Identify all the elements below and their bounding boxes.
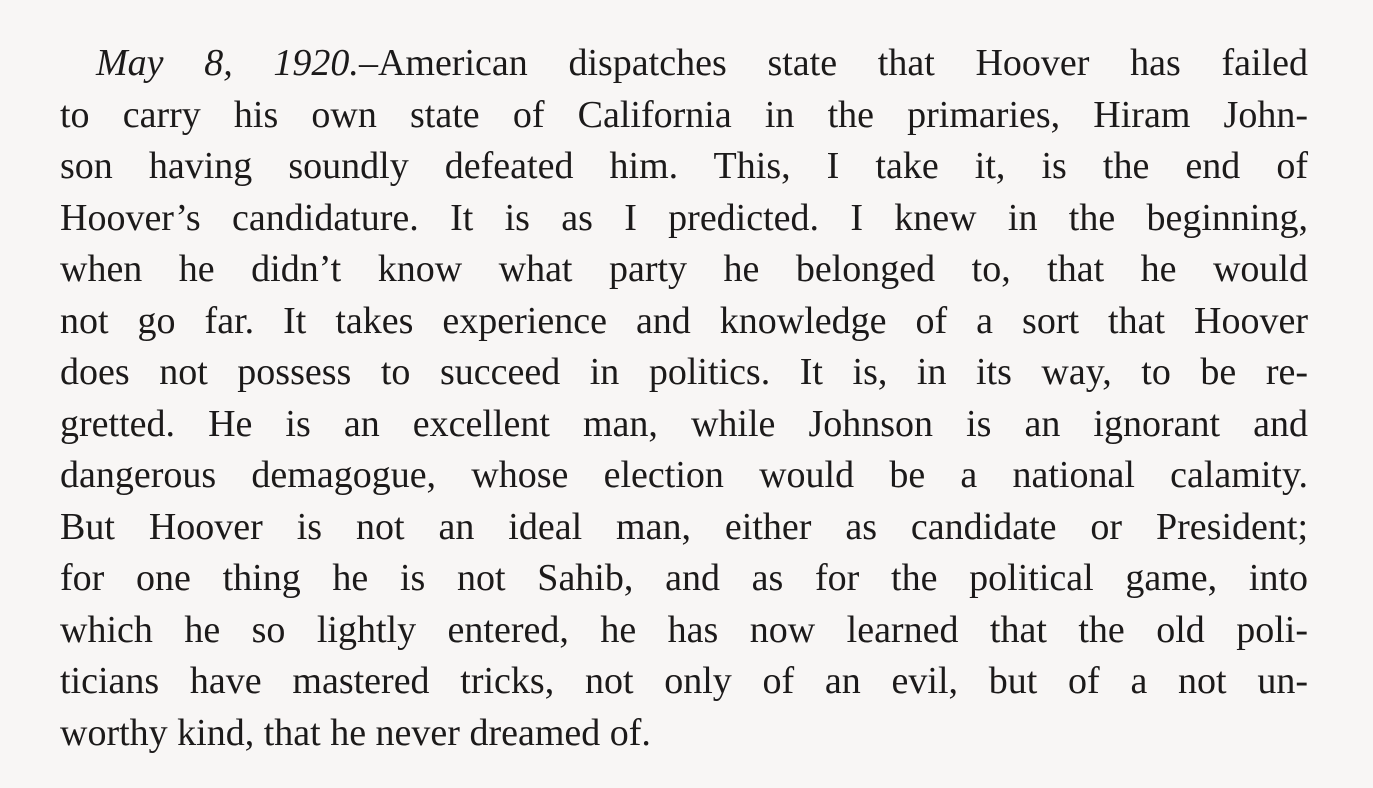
show-through-top <box>40 0 1340 16</box>
entry-line: when he didn’t know what party he belonged to, that he would <box>60 248 1308 290</box>
entry-lead: –American dispatches state that Hoover has failed <box>358 42 1308 84</box>
entry-line: for one thing he is not Sahib, and as for the political game, into <box>60 557 1308 599</box>
entry-line: ticians have mastered tricks, not only of an evil, but of a not un- <box>60 660 1308 702</box>
diary-entry <box>60 38 1308 759</box>
entry-line: to carry his own state of California in the primaries, Hiram John- <box>60 93 1308 136</box>
entry-line: son having soundly defeated him. This, I take it, is the end of <box>60 145 1308 187</box>
entry-date: May 8, 1920. <box>96 42 359 84</box>
show-through-bottom <box>40 752 1340 788</box>
entry-line: gretted. He is an excellent man, while Johnson is an ignorant and <box>60 402 1308 445</box>
entry-line: Hoover’s candidature. It is as I predicted. I knew in the beginning, <box>60 196 1308 239</box>
entry-line: not go far. It takes experience and knowledge of a sort that Hoover <box>60 299 1308 342</box>
entry-line: dangerous demagogue, whose election would be a national calamity. <box>60 454 1308 496</box>
entry-last-line: worthy kind, that he never dreamed of. <box>60 711 651 754</box>
entry-line: does not possess to succeed in politics. It is, in its way, to be re- <box>60 351 1308 393</box>
entry-first-line <box>60 38 1308 90</box>
entry-line: which he so lightly entered, he has now learned that the old poli- <box>60 608 1308 651</box>
entry-line: But Hoover is not an ideal man, either as candidate or President; <box>60 505 1308 548</box>
